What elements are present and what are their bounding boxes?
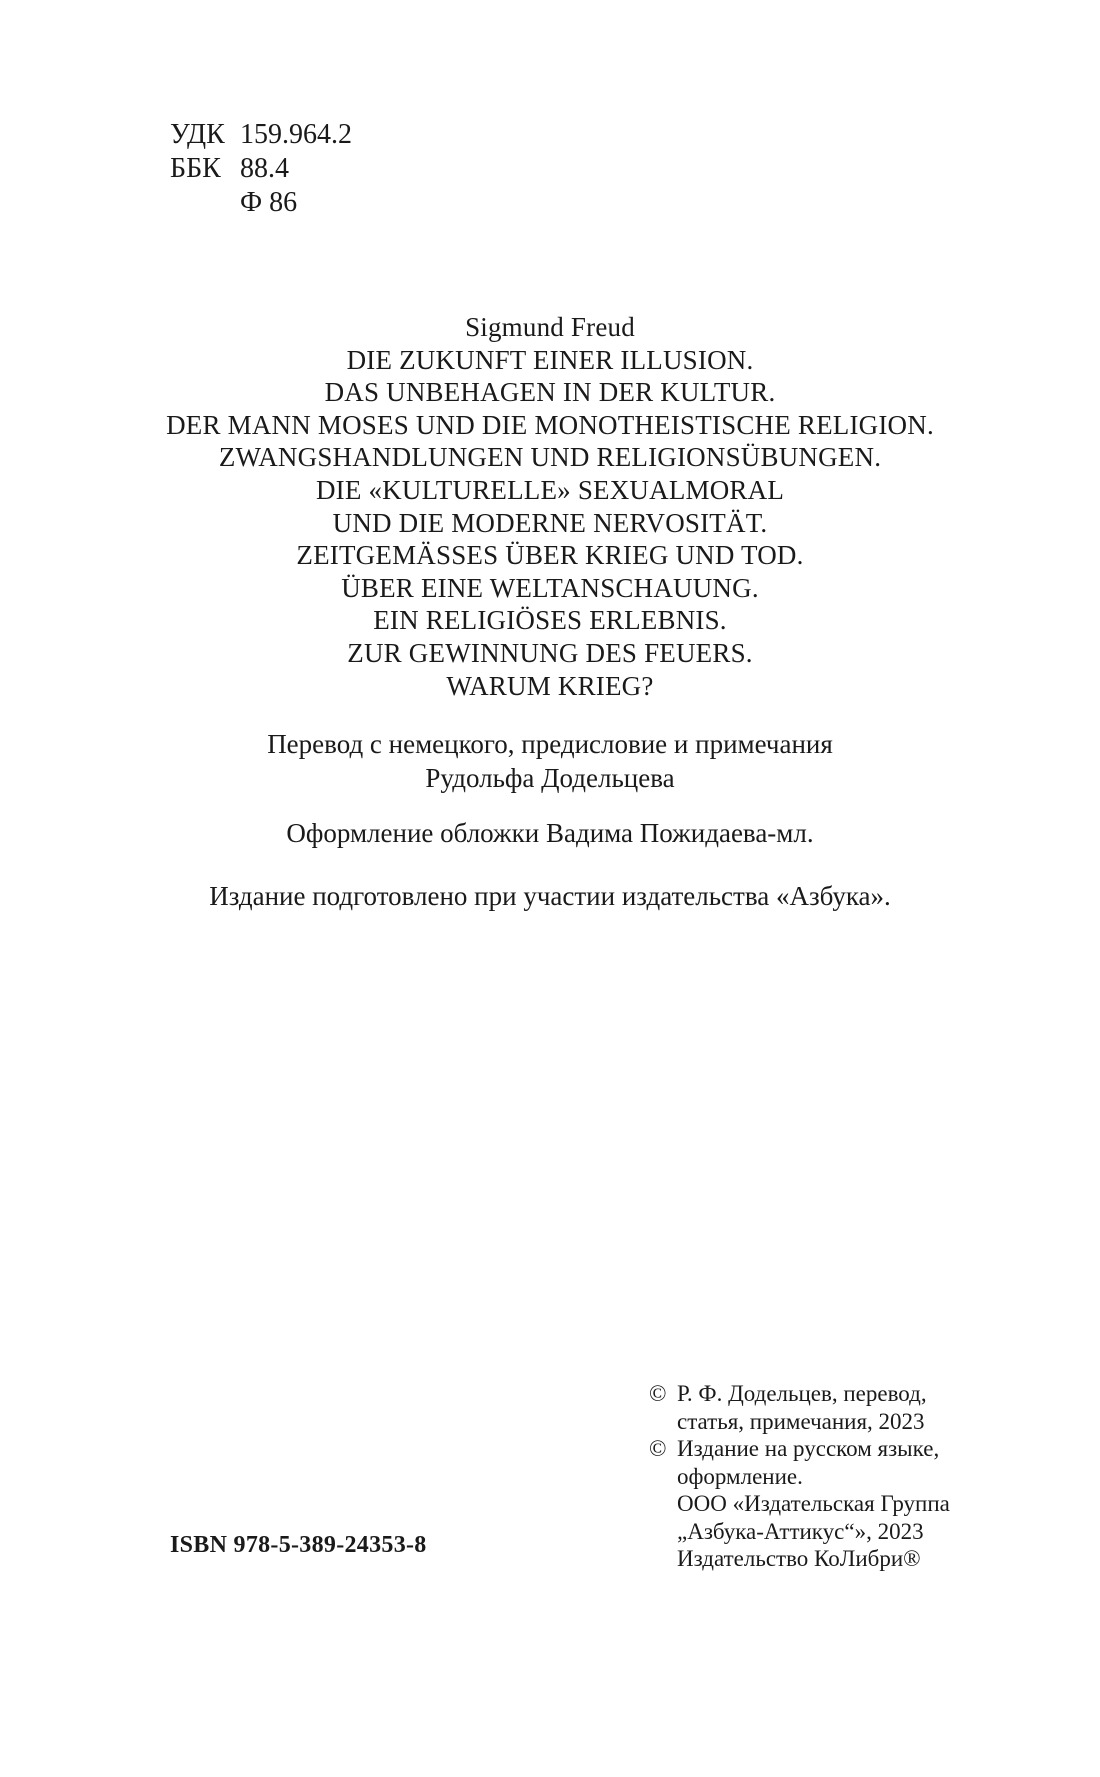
copyright-line: статья, примечания, 2023 — [677, 1408, 925, 1434]
original-title-line: ÜBER EINE WELTANSCHAUUNG. — [341, 572, 759, 603]
author-mark-row — [170, 186, 352, 220]
original-title-line: ZWANGSHANDLUNGEN UND RELIGIONSÜBUNGEN. — [218, 442, 882, 473]
copyright-line: ООО «Издательская Группа — [677, 1491, 950, 1516]
udk-row — [170, 118, 352, 152]
translation-credit-line1: Перевод с немецкого, предисловие и примечания — [267, 729, 833, 759]
copyright-sign: © — [649, 1381, 667, 1406]
isbn: ISBN 978-5-389-24353-8 — [170, 1532, 427, 1558]
original-titles-block — [0, 311, 1100, 702]
copyright-line: оформление. — [677, 1463, 803, 1489]
original-title-line: DAS UNBEHAGEN IN DER KULTUR. — [324, 377, 776, 408]
cover-design-credit — [0, 816, 1100, 850]
copyright-entry-text — [677, 1380, 927, 1435]
author-mark: Ф 86 — [240, 187, 298, 218]
bbk-value: 88.4 — [240, 153, 289, 184]
original-title-line: WARUM KRIEG? — [446, 670, 654, 701]
original-title-line: ZUR GEWINNUNG DES FEUERS. — [347, 637, 753, 668]
copyright-block — [649, 1380, 950, 1573]
copyright-line: Издание на русском языке, — [677, 1436, 940, 1461]
bbk-label: ББК — [170, 153, 221, 184]
copyright-line: Р. Ф. Додельцев, перевод, — [677, 1381, 927, 1406]
edition-note-text: Издание подготовлено при участии издательства «Азбука». — [209, 881, 891, 911]
udk-value: 159.964.2 — [240, 119, 352, 150]
cover-design-text: Оформление обложки Вадима Пожидаева-мл. — [286, 818, 814, 848]
copyright-entry-translation — [649, 1380, 950, 1435]
translation-credit-line2: Рудольфа Додельцева — [425, 763, 675, 793]
classification-block — [170, 118, 352, 220]
bbk-row — [170, 152, 352, 186]
udk-label: УДК — [170, 119, 225, 150]
copyright-line: „Азбука-Аттикус“», 2023 — [677, 1518, 924, 1544]
copyright-entry-text — [677, 1435, 950, 1573]
edition-note — [0, 879, 1100, 913]
copyright-sign: © — [649, 1436, 667, 1461]
original-title-line: EIN RELIGIÖSES ERLEBNIS. — [373, 605, 727, 636]
translation-credit — [0, 727, 1100, 795]
original-title-line: DIE «KULTURELLE» SEXUALMORAL — [315, 474, 785, 505]
original-title-line: ZEITGEMÄSSES ÜBER KRIEG UND TOD. — [296, 540, 804, 571]
original-title-line: DIE ZUKUNFT EINER ILLUSION. — [346, 344, 754, 375]
copyright-entry-edition — [649, 1435, 950, 1573]
original-author: Sigmund Freud — [465, 312, 635, 342]
copyright-line: Издательство КоЛибри® — [677, 1546, 921, 1571]
author-mark-spacer — [170, 186, 240, 220]
original-title-line: UND DIE MODERNE NERVOSITÄT. — [332, 507, 768, 538]
original-title-line: DER MANN MOSES UND DIE MONOTHEISTISCHE RELIGION. — [166, 409, 934, 440]
